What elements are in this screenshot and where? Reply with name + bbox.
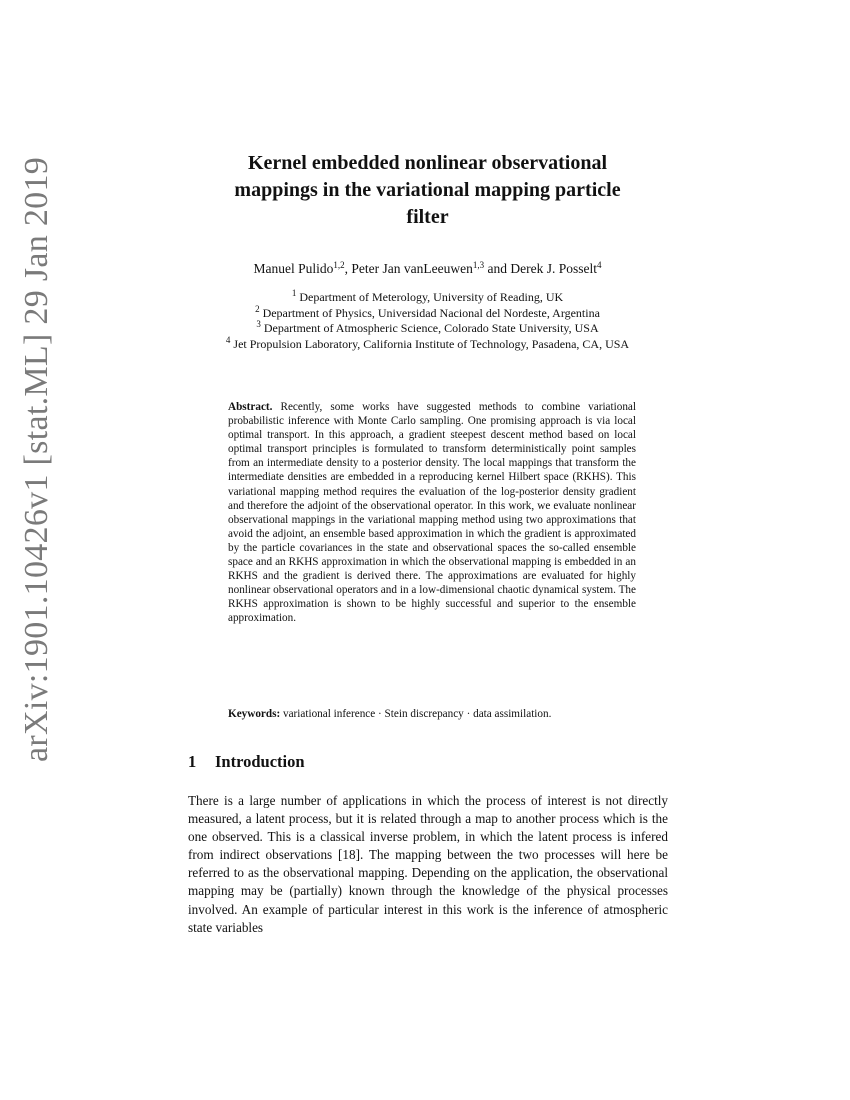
author-affiliation-mark: 1,3 bbox=[472, 260, 485, 270]
affiliation-text: Jet Propulsion Laboratory, California Institute of Technology, Pasadena, CA, USA bbox=[233, 336, 630, 351]
affiliation-number: 1 bbox=[291, 288, 297, 298]
author-affiliation-mark: 4 bbox=[596, 260, 602, 270]
keywords-text: variational inference · Stein discrepancy · data assimilation. bbox=[283, 708, 552, 720]
introduction-paragraph: There is a large number of applications in which the process of interest is not directly measured, a latent process, but it is related through a map to another process which is the one observed. This is a classical inverse problem, in which the latent process is infered from indirect observations [18]. The mapping between the two processes will here be referred to as the observational mapping. Depending on the application, the observational mapping may be (partially) known through the knowledge of the physical processes involved. An example of particular interest in this work is the inference of atmospheric state variables bbox=[188, 793, 668, 935]
affiliation bbox=[130, 321, 725, 337]
affiliation-text: Department of Meterology, University of Reading, UK bbox=[299, 290, 564, 304]
affiliation-text: Department of Physics, Universidad Nacional del Nordeste, Argentina bbox=[262, 305, 600, 320]
affiliation-number: 3 bbox=[256, 319, 261, 329]
section-title: Introduction bbox=[215, 752, 305, 771]
keywords-label: Keywords: bbox=[228, 708, 281, 720]
paper-title bbox=[150, 150, 705, 231]
affiliation-number: 2 bbox=[255, 303, 260, 314]
author-name: Manuel Pulido bbox=[253, 261, 334, 276]
abstract bbox=[228, 400, 636, 626]
affiliation bbox=[130, 334, 725, 353]
title-line: Kernel embedded nonlinear observational bbox=[247, 152, 608, 174]
author-separator: and bbox=[484, 261, 511, 276]
affiliation bbox=[130, 290, 725, 306]
abstract-label: Abstract. bbox=[228, 401, 273, 413]
author-name: Peter Jan vanLeeuwen bbox=[351, 261, 473, 276]
affiliation-list bbox=[130, 290, 725, 352]
keywords bbox=[228, 707, 648, 721]
affiliation-text: Department of Atmospheric Science, Colorado State University, USA bbox=[263, 321, 599, 335]
title-line: mappings in the variational mapping particle bbox=[234, 179, 621, 201]
author-affiliation-mark: 1,2 bbox=[333, 260, 345, 270]
affiliation bbox=[130, 303, 725, 322]
author-list bbox=[130, 261, 725, 277]
section-number: 1 bbox=[188, 752, 197, 771]
author-separator: , bbox=[344, 261, 352, 276]
title-line: filter bbox=[406, 206, 449, 228]
abstract-text: Recently, some works have suggested methods to combine variational probabilistic inference with Monte Carlo sampling. One promising approach is via local optimal transport. In this approach, a gradient steepest descent method based on local optimal transport principles is formulated to transform deterministically point samples from an intermediate density to a posterior density. The local mappings that transform the intermediate densities are embedded in a reproducing kernel Hilbert space (RKHS). This variational mapping method requires the evaluation of the log-posterior density gradient and therefore the adjoint of the observational operator. In this work, we evaluate nonlinear observational mappings in the variational mapping method using two approximations that avoid the adjoint, an ensemble based approximation in which the gradient is approximated by the particle covariances in the state and observational spaces the so-called ensemble space and an RKHS approximation in which the observational mapping is embedded in an RKHS and the gradient is derived there. The approximations are evaluated for highly nonlinear observational operators and in a low-dimensional chaotic dynamical system. The RKHS approximation is shown to be highly successful and superior to the ensemble approximation. bbox=[228, 401, 636, 625]
section-heading bbox=[188, 751, 488, 773]
affiliation-number: 4 bbox=[225, 334, 231, 345]
author-name: Derek J. Posselt bbox=[510, 261, 597, 276]
arxiv-identifier-stamp: arXiv:1901.10426v1 [stat.ML] 29 Jan 2019 bbox=[18, 156, 55, 762]
